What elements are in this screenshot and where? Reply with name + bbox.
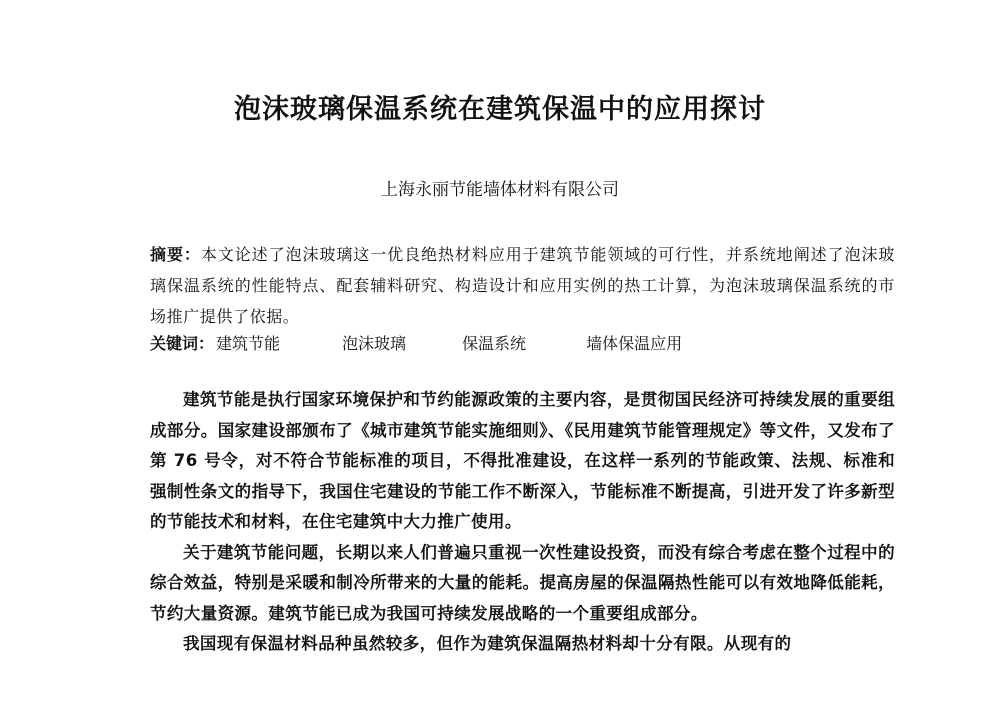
abstract-text: 本文论述了泡沫玻璃这一优良绝热材料应用于建筑节能领域的可行性，并系统地阐述了泡沫玻璃保温系统的性能特点、配套辅料研究、构造设计和应用实例的热工计算，为泡沫玻璃保温系统的市场推广提供了依据。: [150, 245, 895, 326]
body-text: [150, 385, 895, 660]
body-paragraph: 我国现有保温材料品种虽然较多，但作为建筑保温隔热材料却十分有限。从现有的: [183, 634, 792, 653]
author-affiliation: 上海永丽节能墙体材料有限公司: [381, 180, 619, 200]
abstract-label: 摘要：: [150, 245, 201, 264]
keywords-label: 关键词：: [150, 334, 215, 353]
keyword: 建筑节能: [216, 334, 281, 353]
keyword: 泡沫玻璃: [342, 334, 407, 353]
abstract: [150, 239, 895, 332]
keyword: 墙体保温应用: [586, 334, 683, 353]
keywords: [150, 330, 895, 358]
body-paragraph: 关于建筑节能问题，长期以来人们普遍只重视一次性建设投资，而没有综合考虑在整个过程中的综合效益，特别是采暖和制冷所带来的大量的能耗。提高房屋的保温隔热性能可以有效地降低能耗，节约大量资源。建筑节能已成为我国可持续发展战略的一个重要组成部分。: [150, 542, 895, 623]
keyword: 保温系统: [462, 334, 527, 353]
paper-title: 泡沫玻璃保温系统在建筑保温中的应用探讨: [234, 94, 766, 125]
body-paragraph: 建筑节能是执行国家环境保护和节约能源政策的主要内容，是贯彻国民经济可持续发展的重要组成部分。国家建设部颁布了《城市建筑节能实施细则》、《民用建筑节能管理规定》等文件，又发布了第 76 号令，对不符合节能标准的项目，不得批准建设，在这样一系列的节能政策、法规、标准和强制性条文的指导下，我国住宅建设的节能工作不断深入，节能标准不断提高，引进开发了许多新型的节能技术和材料，在住宅建筑中大力推广使用。: [150, 390, 895, 531]
